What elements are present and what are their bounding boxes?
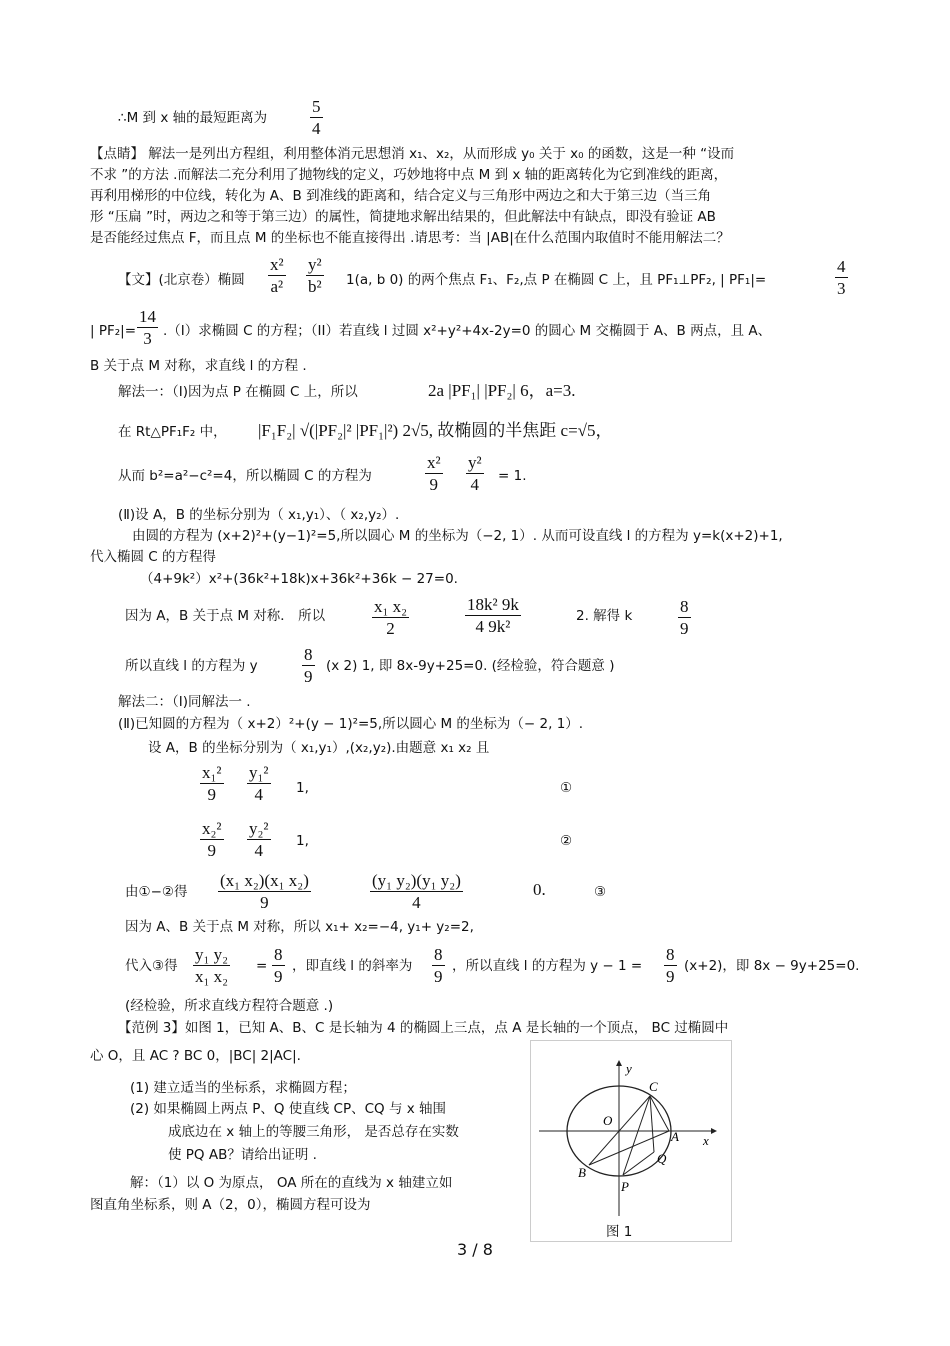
text-line: 1(a, b 0) 的两个焦点 F₁、F₂,点 P 在椭圆 C 上，且 PF₁⊥PF₂, | PF₁|= <box>346 272 767 288</box>
fraction: $\frac{8}{9}$ <box>304 645 313 686</box>
text-line: 使 PQ AB？请给出证明 . <box>168 1147 317 1163</box>
text-line: 从而 b²=a²−c²=4，所以椭圆 C 的方程为 <box>118 468 372 484</box>
text-line: 由圆的方程为 (x+2)²+(y−1)²=5,所以圆心 M 的坐标为（−2, 1）. 从而可设直线 l 的方程为 y=k(x+2)+1, <box>132 528 783 544</box>
text-line: 在 Rt△PF₁F₂ 中， <box>118 424 227 440</box>
text-line: (Ⅱ)设 A，B 的坐标分别为（ x₁,y₁）、（ x₂,y₂）. <box>118 507 400 523</box>
fraction: $\frac{4}{3}$ <box>837 257 846 298</box>
fraction: $\frac{\text{x²}}{\text{a²}}$ <box>270 255 284 296</box>
text-line: ∴M 到 x 轴的最短距离为 <box>118 110 268 126</box>
fraction: $\frac{\text{y²}}{\text{b²}}$ <box>308 255 322 296</box>
fraction: $\frac{5}{4}$ <box>312 97 321 138</box>
text-line: (2) 如果椭圆上两点 P、Q 使直线 CP、CQ 与 x 轴围 <box>130 1101 447 1117</box>
label-b: B <box>578 1165 586 1180</box>
fraction: $\frac{\text{x₂²}}{9}$ <box>202 819 222 860</box>
fraction: $\frac{8}{9}$ <box>434 945 443 986</box>
text-line: B 关于点 M 对称，求直线 l 的方程 . <box>90 358 307 374</box>
text-line: 代入椭圆 C 的方程得 <box>90 549 217 565</box>
text-line: 0. <box>533 880 546 899</box>
fraction: $\frac{14}{3}$ <box>139 307 156 348</box>
text-line: 成底边在 x 轴上的等腰三角形， 是否总存在实数 <box>168 1124 459 1140</box>
fraction: $\frac{\text{y₁ y₂}}{\text{x₁ x₂}}$ <box>195 945 229 986</box>
text-line: 由①−②得 <box>125 884 188 900</box>
fraction: $\frac{\text{(x₁ x₂)(x₁ x₂)}}{9}$ <box>220 871 309 912</box>
ellipse-diagram <box>531 1041 731 1241</box>
label-o: O <box>603 1113 613 1128</box>
fraction: $\frac{8}{9}$ <box>274 945 283 986</box>
text-line: 【文】(北京卷）椭圆 <box>118 272 245 288</box>
math-expression: |F₁F₂| √(|PF₂|² |PF₁|²) 2√5, 故椭圆的半焦距 c=√5， <box>258 421 613 440</box>
fraction: $\frac{\text{x₁²}}{9}$ <box>202 763 222 804</box>
line-cp <box>623 1096 650 1175</box>
math-expression: 2a |PF₁| |PF₂| 6，a=3. <box>428 381 576 400</box>
text-line: 因为 A，B 关于点 M 对称． 所以 <box>125 608 326 624</box>
label-c: C <box>649 1079 658 1094</box>
fraction: $\frac{\text{y₁²}}{4}$ <box>249 763 269 804</box>
fraction: $\frac{\text{y²}}{4}$ <box>468 453 482 494</box>
label-a: A <box>671 1129 679 1144</box>
figure-1 <box>530 1040 732 1242</box>
line-pq <box>623 1152 654 1175</box>
x-axis-arrow <box>711 1128 717 1134</box>
fraction: $\frac{\text{(y₁ y₂)(y₁ y₂)}}{4}$ <box>372 871 461 912</box>
text-line: 是否能经过焦点 F，而且点 M 的坐标也不能直接得出 .请思考：当 |AB|在什么范围内取值时不能用解法二？ <box>90 230 730 246</box>
text-line: = <box>256 958 268 974</box>
fraction: $\frac{\text{y₂²}}{4}$ <box>249 819 269 860</box>
label-p: P <box>621 1179 629 1194</box>
text-line: 【点睛】 解法一是列出方程组，利用整体消元思想消 x₁、x₂，从而形成 y₀ 关于 x₀ 的函数，这是一种 “设而 <box>90 146 735 162</box>
text-line: (1) 建立适当的坐标系，求椭圆方程； <box>130 1080 356 1096</box>
text-line: (x 2) 1, 即 8x-9y+25=0. (经检验，符合题意 ) <box>326 658 615 674</box>
fraction: $\frac{8}{9}$ <box>680 597 689 638</box>
y-axis-arrow <box>616 1060 622 1066</box>
text-line: 形 “压扁 ”时，两边之和等于第三边）的属性，简捷地求解出结果的，但此解法中有缺点，即没有验证 AB <box>90 209 716 225</box>
text-line: 1, <box>296 833 309 849</box>
text-line: ，所以直线 l 的方程为 y − 1 = <box>452 958 643 974</box>
text-line: (Ⅱ)已知圆的方程为（ x+2）²+(y − 1)²=5,所以圆心 M 的坐标为（− 2, 1）. <box>118 716 584 732</box>
text-line: 解：（1）以 O 为原点， OA 所在的直线为 x 轴建立如 <box>130 1175 453 1191</box>
text-line: 图直角坐标系，则 A（2，0），椭圆方程可设为 <box>90 1197 371 1213</box>
text-line: (经检验，所求直线方程符合题意 .) <box>125 998 334 1014</box>
text-line: 解法一：（Ⅰ)因为点 P 在椭圆 C 上，所以 <box>118 384 358 400</box>
label-q: Q <box>657 1151 667 1166</box>
line-cq <box>650 1096 654 1152</box>
equation-number: ① <box>560 780 573 796</box>
text-line: 代入③得 <box>125 958 178 974</box>
page-number: 3 / 8 <box>457 1240 493 1259</box>
label-y: y <box>626 1061 632 1076</box>
fraction: $\frac{8}{9}$ <box>666 945 675 986</box>
text-line: 【范例 3】如图 1，已知 A、B、C 是长轴为 4 的椭圆上三点，点 A 是长轴的一个顶点， BC 过椭圆中 <box>118 1020 729 1036</box>
text-line: 2. 解得 k <box>576 608 633 624</box>
text-line: 所以直线 l 的方程为 y <box>125 658 258 674</box>
equation-number: ③ <box>594 884 607 900</box>
text-line: | PF₂|= <box>90 323 137 339</box>
text-line: ，即直线 l 的斜率为 <box>292 958 413 974</box>
text-line: = 1. <box>498 468 527 484</box>
text-line: .（I）求椭圆 C 的方程；（II）若直线 l 过圆 x²+y²+4x-2y=0 的圆心 M 交椭圆于 A、B 两点，且 A、 <box>163 323 772 339</box>
line-ca <box>650 1096 669 1131</box>
label-x: x <box>703 1133 709 1148</box>
text-line: (x+2)，即 8x − 9y+25=0. <box>684 958 860 974</box>
figure-caption: 图 1 <box>606 1224 633 1240</box>
text-line: 1, <box>296 780 309 796</box>
fraction: $\frac{\text{18k² 9k}}{\text{4 9k²}}$ <box>467 595 519 636</box>
equation-number: ② <box>560 833 573 849</box>
text-line: 因为 A、B 关于点 M 对称，所以 x₁+ x₂=−4, y₁+ y₂=2, <box>125 919 474 935</box>
text-line: 再利用梯形的中位线，转化为 A、B 到准线的距离和，结合定义与三角形中两边之和大于第三边（当三角 <box>90 188 712 204</box>
fraction: $\frac{\text{x²}}{9}$ <box>427 453 441 494</box>
text-line: （4+9k²）x²+(36k²+18k)x+36k²+36k − 27=0. <box>140 571 458 587</box>
text-line: 解法二：（Ⅰ)同解法一 . <box>118 694 251 710</box>
text-line: 不求 ”的方法 .而解法二充分利用了抛物线的定义，巧妙地将中点 M 到 x 轴的距离转化为它到准线的距离， <box>90 167 728 183</box>
text-line: 心 O，且 AC ? BC 0，|BC| 2|AC|. <box>90 1048 301 1064</box>
fraction: $\frac{\text{x₁ x₂}}{2}$ <box>374 597 408 638</box>
text-line: 设 A，B 的坐标分别为（ x₁,y₁）,(x₂,y₂).由题意 x₁ x₂ 且 <box>148 740 490 756</box>
